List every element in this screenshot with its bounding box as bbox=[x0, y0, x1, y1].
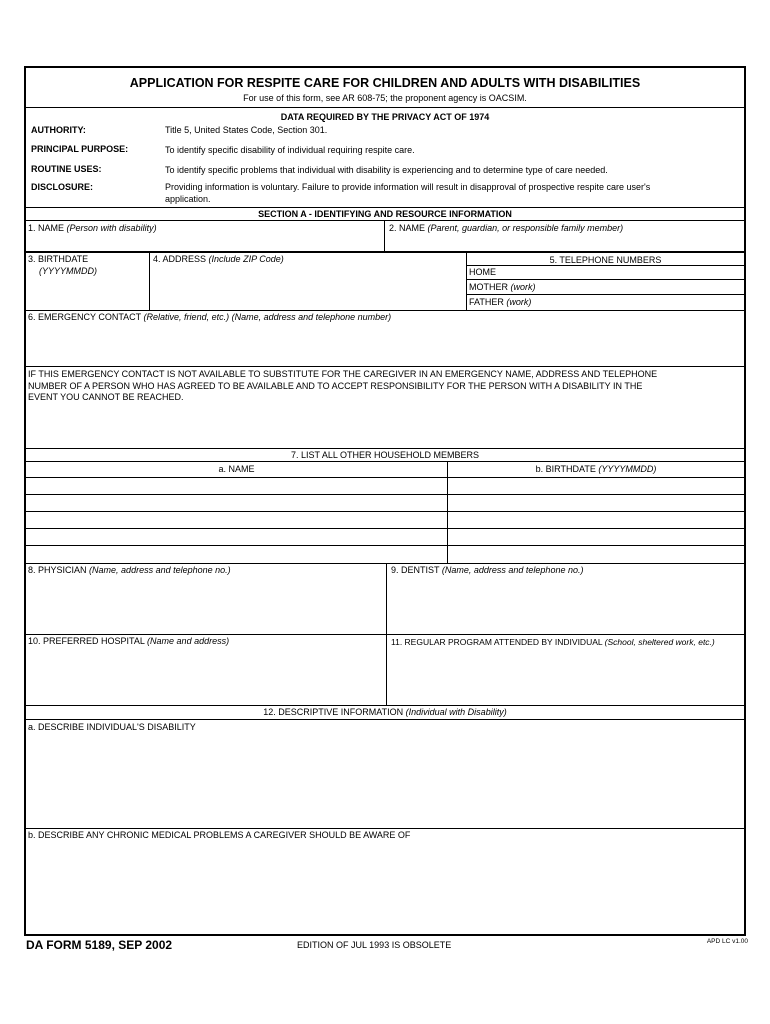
form-frame bbox=[24, 66, 746, 936]
form-subtitle: For use of this form, see AR 608-75; the proponent agency is OACSIM. bbox=[243, 93, 527, 103]
physician-input[interactable] bbox=[28, 578, 384, 632]
field-11-label-text: 11. REGULAR PROGRAM ATTENDED BY INDIVIDUAL bbox=[391, 637, 603, 647]
household-birthdate-input[interactable] bbox=[449, 478, 743, 493]
disclosure-text-1: Providing information is voluntary. Failure to provide information will result in disapproval of prospective respite care user's bbox=[165, 182, 651, 192]
dentist-input[interactable] bbox=[389, 578, 743, 632]
guardian-name-input[interactable] bbox=[388, 235, 742, 249]
phone-father-text: FATHER bbox=[469, 297, 504, 307]
field-4-label bbox=[153, 254, 284, 264]
field-10-label-text: 10. PREFERRED HOSPITAL bbox=[28, 636, 145, 646]
field-7-label: 7. LIST ALL OTHER HOUSEHOLD MEMBERS bbox=[290, 450, 480, 460]
person-name-input[interactable] bbox=[28, 235, 382, 249]
routine-uses-text: To identify specific problems that individual with disability is experiencing and to determine type of care needed. bbox=[165, 165, 608, 175]
form-number: DA FORM 5189, SEP 2002 bbox=[26, 938, 173, 952]
disclosure-label: DISCLOSURE: bbox=[31, 182, 94, 192]
field-8-label bbox=[28, 565, 231, 575]
field-4-label-text: 4. ADDRESS bbox=[153, 254, 207, 264]
household-birthdate-input[interactable] bbox=[449, 512, 743, 527]
edition-note: EDITION OF JUL 1993 IS OBSOLETE bbox=[297, 940, 452, 950]
field-11-hint: (School, sheltered work, etc.) bbox=[604, 637, 715, 647]
field-6-label-text: 6. EMERGENCY CONTACT bbox=[28, 312, 142, 322]
phone-father-label bbox=[469, 297, 531, 307]
version-label: APD LC v1.00 bbox=[706, 938, 748, 945]
field-10-hint: (Name and address) bbox=[147, 636, 230, 646]
alternate-contact-instructions bbox=[28, 369, 657, 404]
phone-father-hint: (work) bbox=[506, 297, 532, 307]
household-birthdate-input[interactable] bbox=[449, 546, 743, 562]
phone-mother-text: MOTHER bbox=[469, 282, 508, 292]
phone-mother-hint: (work) bbox=[510, 282, 536, 292]
divider bbox=[26, 220, 744, 221]
household-name-input[interactable] bbox=[27, 512, 446, 527]
alternate-contact-line-3: EVENT YOU CANNOT BE REACHED. bbox=[28, 392, 184, 402]
regular-program-input[interactable] bbox=[389, 649, 743, 703]
divider bbox=[26, 251, 744, 253]
field-12-label bbox=[26, 707, 744, 717]
field-12a-label: a. DESCRIBE INDIVIDUAL'S DISABILITY bbox=[28, 722, 196, 732]
field-2-label bbox=[389, 223, 623, 233]
divider bbox=[26, 705, 744, 706]
field-2-label-text: 2. NAME bbox=[389, 223, 426, 233]
field-3-hint: (YYYYMMDD) bbox=[39, 266, 97, 276]
disability-description-input[interactable] bbox=[28, 734, 742, 826]
field-2-hint: (Parent, guardian, or responsible family member) bbox=[427, 223, 624, 233]
divider bbox=[26, 719, 744, 720]
preferred-hospital-input[interactable] bbox=[28, 649, 384, 703]
privacy-heading: DATA REQUIRED BY THE PRIVACY ACT OF 1974 bbox=[280, 112, 490, 122]
routine-uses-label: ROUTINE USES: bbox=[31, 164, 102, 174]
household-name-header: a. NAME bbox=[218, 464, 255, 474]
field-12-hint: (Individual with Disability) bbox=[405, 707, 507, 717]
household-name-input[interactable] bbox=[27, 478, 446, 493]
divider bbox=[26, 828, 744, 829]
phone-mother-label bbox=[469, 282, 536, 292]
authority-label: AUTHORITY: bbox=[31, 125, 86, 135]
divider bbox=[26, 634, 744, 635]
divider bbox=[26, 107, 744, 108]
divider bbox=[26, 366, 744, 367]
field-1-hint: (Person with disability) bbox=[66, 223, 157, 233]
field-6-label bbox=[28, 312, 391, 322]
emergency-contact-input[interactable] bbox=[28, 324, 742, 364]
divider bbox=[26, 207, 744, 208]
household-birthdate-header-hint: (YYYYMMDD) bbox=[598, 464, 657, 474]
household-birthdate-input[interactable] bbox=[449, 495, 743, 510]
household-name-input[interactable] bbox=[27, 529, 446, 544]
phone-mother-input[interactable] bbox=[546, 280, 742, 293]
divider bbox=[26, 310, 744, 311]
field-11-label bbox=[391, 637, 715, 647]
household-birthdate-input[interactable] bbox=[449, 529, 743, 544]
divider bbox=[26, 461, 744, 462]
field-6-hint: (Relative, friend, etc.) (Name, address and telephone number) bbox=[143, 312, 392, 322]
field-9-hint: (Name, address and telephone no.) bbox=[441, 565, 584, 575]
birthdate-input[interactable] bbox=[28, 278, 146, 308]
form-title: APPLICATION FOR RESPITE CARE FOR CHILDREN AND ADULTS WITH DISABILITIES bbox=[129, 76, 641, 90]
divider bbox=[384, 220, 385, 251]
divider bbox=[149, 251, 150, 310]
field-8-label-text: 8. PHYSICIAN bbox=[28, 565, 87, 575]
field-8-hint: (Name, address and telephone no.) bbox=[89, 565, 231, 575]
field-1-label bbox=[28, 223, 157, 233]
field-12-label-text: 12. DESCRIPTIVE INFORMATION bbox=[263, 707, 404, 717]
alternate-contact-line-2: NUMBER OF A PERSON WHO HAS AGREED TO BE AVAILABLE AND TO ACCEPT RESPONSIBILITY FOR THE PERSON WITH A DISABILITY IN THE bbox=[28, 380, 643, 391]
household-birthdate-header bbox=[448, 464, 744, 474]
address-input[interactable] bbox=[153, 266, 463, 308]
field-10-label bbox=[28, 636, 229, 646]
alternate-contact-line-1: IF THIS EMERGENCY CONTACT IS NOT AVAILABLE TO SUBSTITUTE FOR THE CAREGIVER IN AN EMERGENCY NAME, ADDRESS AND TELEPHONE bbox=[28, 369, 658, 379]
field-4-hint: (Include ZIP Code) bbox=[208, 254, 284, 264]
medical-problems-input[interactable] bbox=[28, 842, 742, 932]
divider bbox=[26, 448, 744, 449]
household-name-input[interactable] bbox=[27, 546, 446, 562]
field-12b-label: b. DESCRIBE ANY CHRONIC MEDICAL PROBLEMS A CAREGIVER SHOULD BE AWARE OF bbox=[28, 830, 411, 840]
field-9-label bbox=[391, 565, 583, 575]
alternate-contact-input[interactable] bbox=[28, 406, 742, 446]
phone-home-input[interactable] bbox=[506, 266, 742, 278]
section-a-heading: SECTION A - IDENTIFYING AND RESOURCE INFORMATION bbox=[258, 209, 512, 219]
disclosure-text-2: application. bbox=[165, 194, 211, 204]
household-name-input[interactable] bbox=[27, 495, 446, 510]
phone-home-label: HOME bbox=[469, 267, 496, 277]
household-birthdate-header-text: b. BIRTHDATE bbox=[535, 464, 596, 474]
divider bbox=[26, 563, 744, 564]
authority-text: Title 5, United States Code, Section 301. bbox=[165, 125, 328, 135]
purpose-label: PRINCIPAL PURPOSE: bbox=[31, 144, 129, 154]
field-9-label-text: 9. DENTIST bbox=[391, 565, 440, 575]
field-1-label-text: 1. NAME bbox=[28, 223, 65, 233]
field-5-label: 5. TELEPHONE NUMBERS bbox=[549, 255, 662, 265]
purpose-text: To identify specific disability of individual requiring respite care. bbox=[165, 145, 415, 155]
phone-father-input[interactable] bbox=[546, 295, 742, 308]
field-3-label: 3. BIRTHDATE bbox=[28, 254, 89, 264]
